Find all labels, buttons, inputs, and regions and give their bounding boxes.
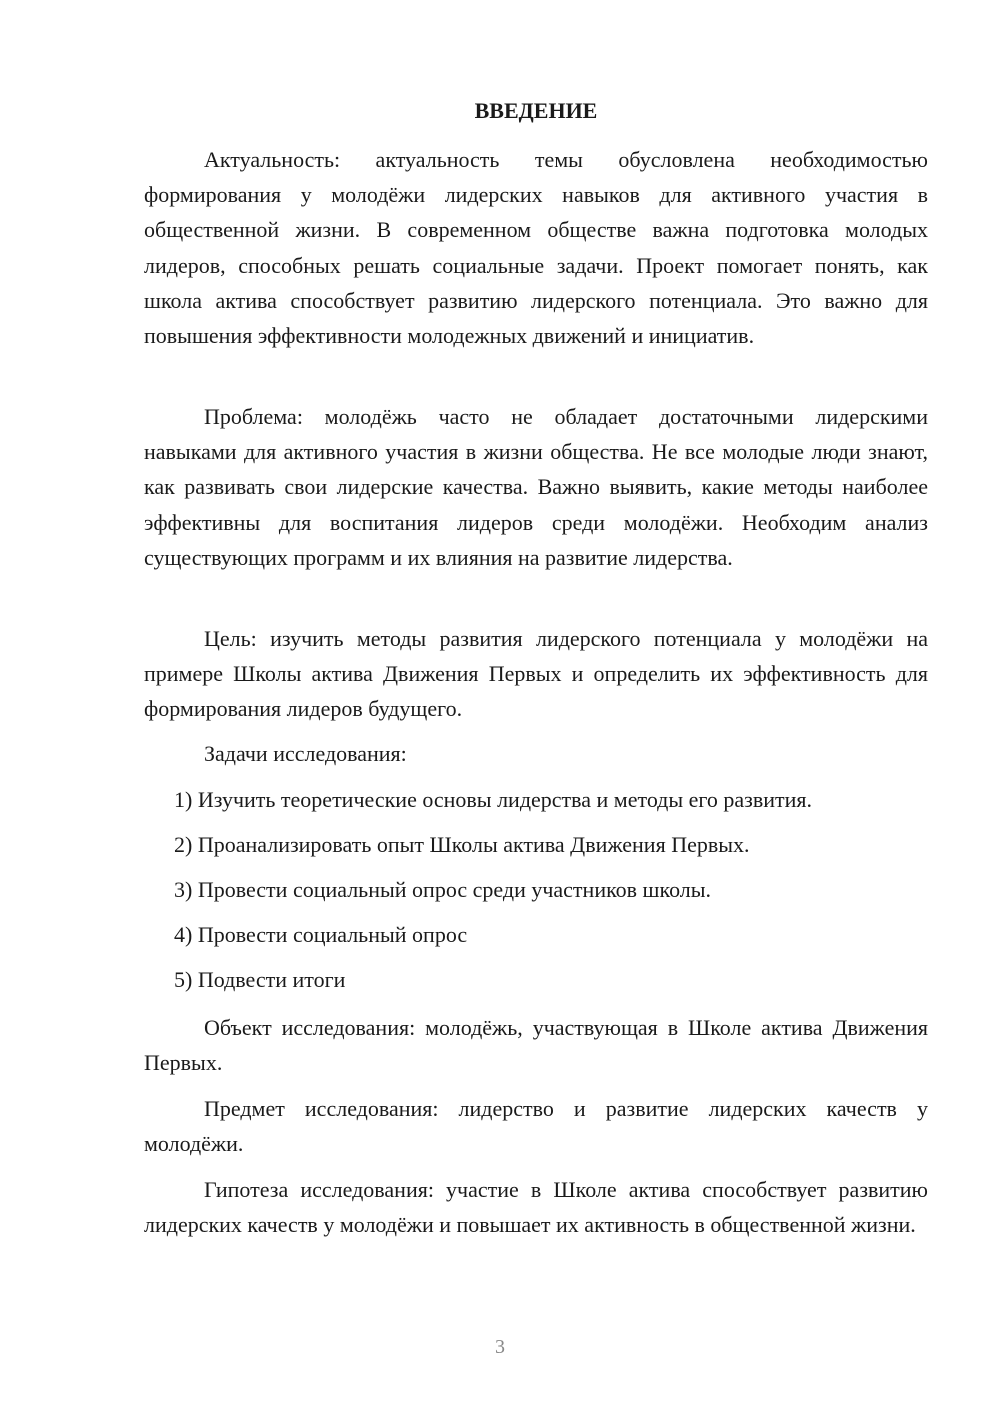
- relevance-paragraph: Актуальность: актуальность темы обусловлена необходимостью формирования у молодёжи лидерских навыков для активного участия в общественной жизни. В современном обществе важна подготовка молодых лидеров, способных решать социальные задачи. Проект помогает понять, как школа актива способствует развитию лидерского потенциала. Это важно для повышения эффективности молодежных движений и инициатив.: [144, 147, 928, 349]
- problem-paragraph: Проблема: молодёжь часто не обладает достаточными лидерскими навыками для активного участия в жизни общества. Не все молодые люди знают, как развивать свои лидерские качества. Важно выявить, какие методы наиболее эффективны для воспитания лидеров среди молодёжи. Необходим анализ существующих программ и их влияния на развитие лидерства.: [144, 404, 928, 570]
- section-title: ВВЕДЕНИЕ: [474, 98, 598, 123]
- tasks-heading: Задачи исследования:: [204, 741, 407, 766]
- task-item-2: 2) Проанализировать опыт Школы актива Движения Первых.: [174, 832, 750, 857]
- task-item-4: 4) Провести социальный опрос: [174, 922, 468, 947]
- page-number: 3: [495, 1336, 505, 1358]
- subject-paragraph: Предмет исследования: лидерство и развитие лидерских качеств у молодёжи.: [144, 1096, 928, 1157]
- task-item-5: 5) Подвести итоги: [174, 967, 346, 992]
- task-item-1: 1) Изучить теоретические основы лидерства и методы его развития.: [174, 787, 813, 812]
- hypothesis-paragraph: Гипотеза исследования: участие в Школе актива способствует развитию лидерских качеств у молодёжи и повышает их активность в общественной жизни.: [144, 1177, 928, 1238]
- task-item-3: 3) Провести социальный опрос среди участников школы.: [174, 877, 712, 902]
- goal-paragraph: Цель: изучить методы развития лидерского потенциала у молодёжи на примере Школы актива Движения Первых и определить их эффективность для формирования лидеров будущего.: [144, 626, 928, 722]
- object-paragraph: Объект исследования: молодёжь, участвующая в Школе актива Движения Первых.: [144, 1015, 928, 1076]
